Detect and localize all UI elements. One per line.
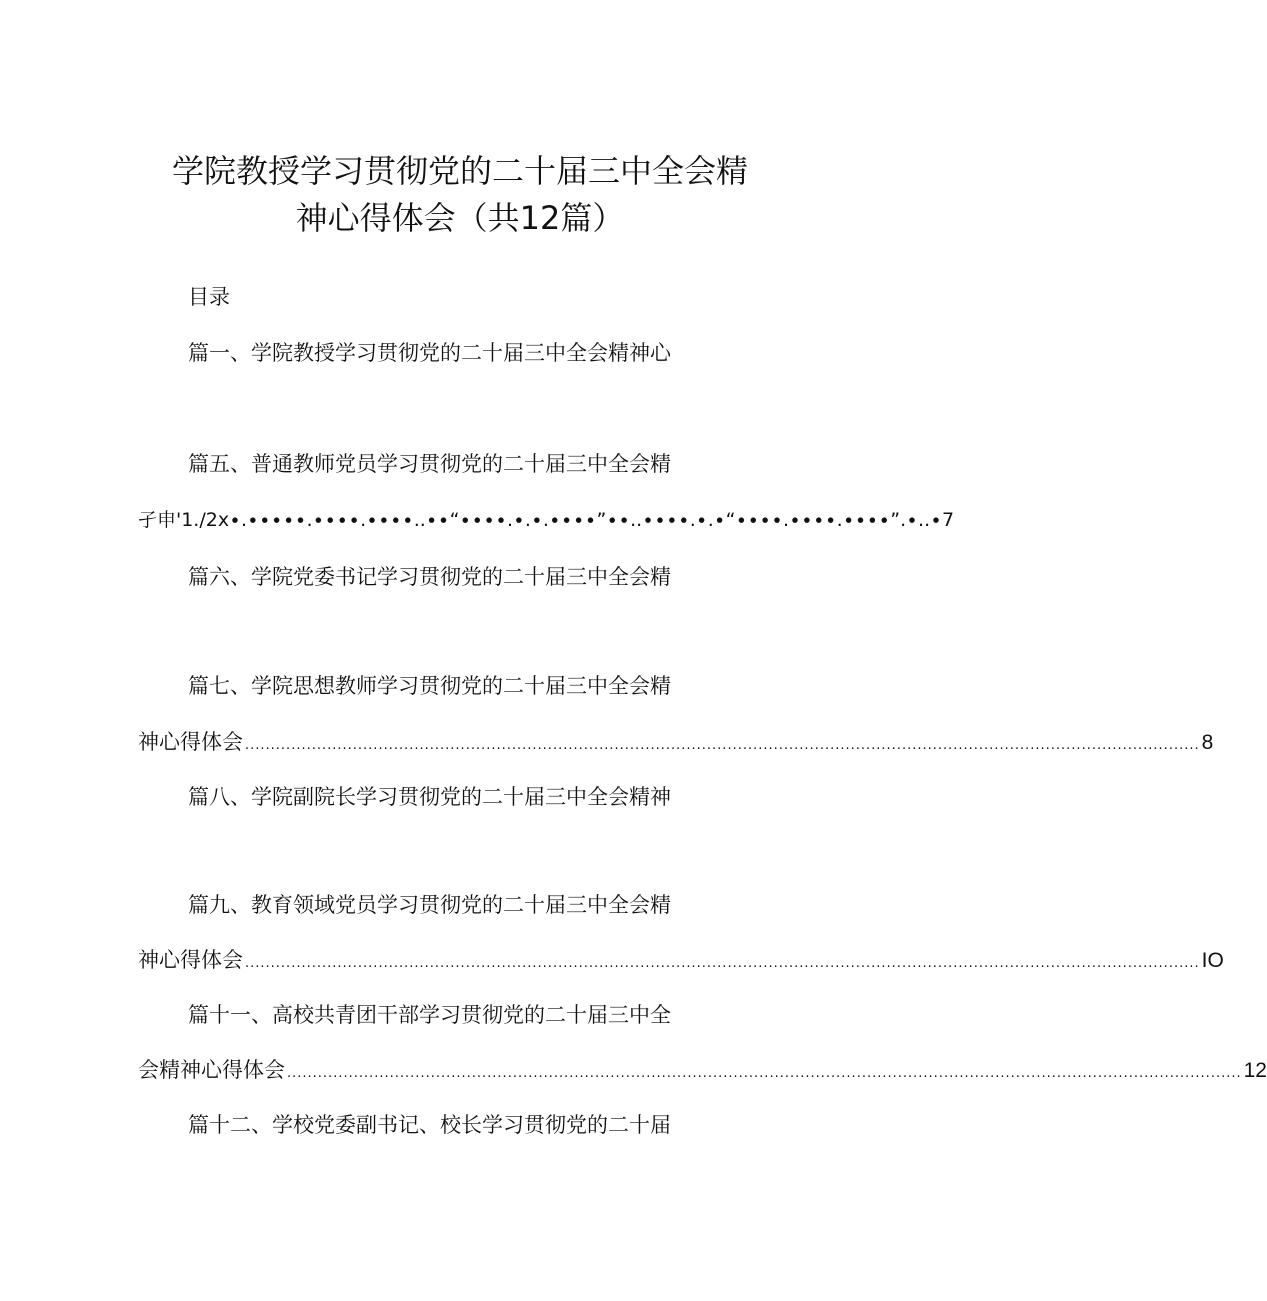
toc-entry-11-continuation[interactable]	[138, 1055, 1267, 1089]
toc-entry-9-continuation[interactable]	[138, 945, 1224, 979]
toc-entry-7-continuation[interactable]	[138, 727, 1214, 761]
toc-entry-text: 神心得体会	[138, 730, 243, 754]
toc-entry-6[interactable]: 篇六、学院党委书记学习贯彻党的二十届三中全会精	[188, 565, 671, 589]
toc-entry-1[interactable]: 篇一、学院教授学习贯彻党的二十届三中全会精神心	[188, 341, 671, 365]
document-title-line2: 神心得体会（共12篇）	[295, 199, 625, 237]
dot-leader: ..........................................................................................................................................................................................	[245, 956, 1200, 971]
toc-entry-5-continuation[interactable]: 孑申'1./2x∙.∙∙∙∙∙.∙∙∙∙.∙∙∙∙..∙∙“∙∙∙∙.∙.∙.∙∙∙∙”∙∙..∙∙∙∙.∙.∙“∙∙∙∙.∙∙∙∙.∙∙∙∙”.∙..∙7	[138, 509, 955, 531]
toc-entry-7[interactable]: 篇七、学院思想教师学习贯彻党的二十届三中全会精	[188, 674, 671, 698]
toc-entry-text: 神心得体会	[138, 948, 243, 972]
page-number: IO	[1201, 949, 1224, 972]
page-number: 8	[1201, 731, 1214, 754]
dot-leader: ..........................................................................................................................................................................................	[245, 738, 1200, 753]
toc-entry-8[interactable]: 篇八、学院副院长学习贯彻党的二十届三中全会精神	[188, 785, 671, 809]
toc-entry-12[interactable]: 篇十二、学校党委副书记、校长学习贯彻党的二十届	[188, 1113, 671, 1137]
toc-entry-5[interactable]: 篇五、普通教师党员学习贯彻党的二十届三中全会精	[188, 452, 671, 476]
toc-entry-9[interactable]: 篇九、教育领域党员学习贯彻党的二十届三中全会精	[188, 893, 671, 917]
page-number: 12	[1243, 1059, 1267, 1082]
toc-entry-text: 会精神心得体会	[138, 1058, 285, 1082]
toc-entry-11[interactable]: 篇十一、高校共青团干部学习贯彻党的二十届三中全	[188, 1003, 671, 1027]
toc-heading: 目录	[188, 285, 230, 309]
document-title-line1: 学院教授学习贯彻党的二十届三中全会精	[171, 152, 748, 190]
dot-leader: ..........................................................................................................................................................................................	[287, 1066, 1242, 1081]
